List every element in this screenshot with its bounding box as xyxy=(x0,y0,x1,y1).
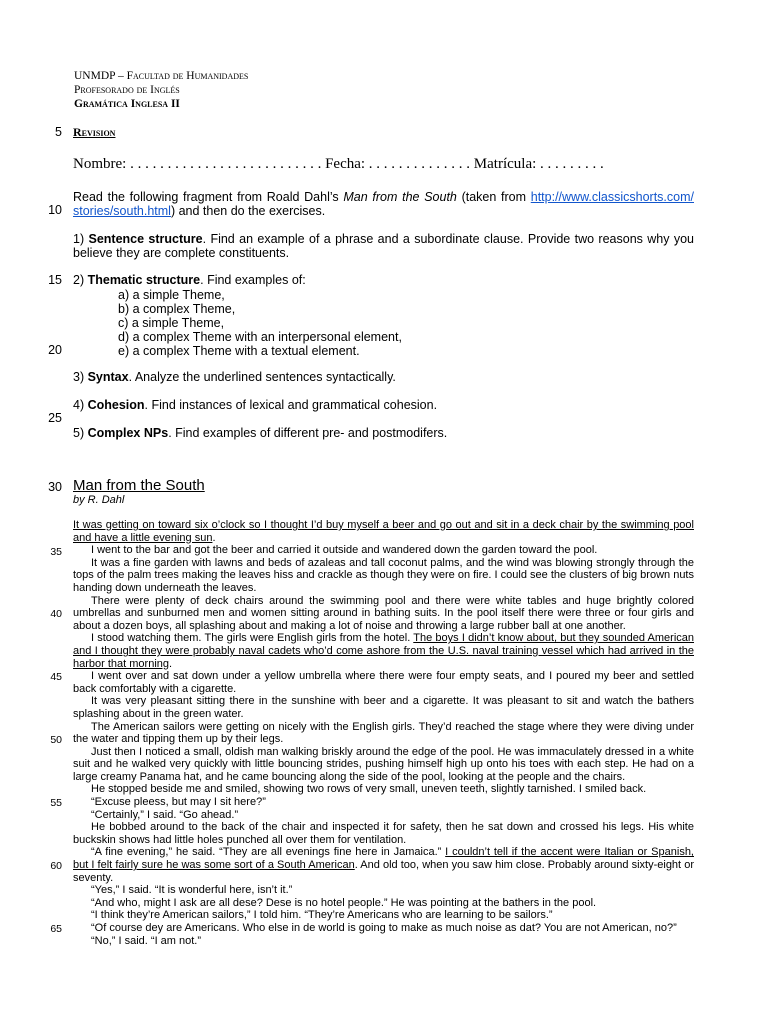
exercise-number: 3) xyxy=(73,370,88,384)
exercise-heading: Thematic structure xyxy=(87,273,201,287)
story-text: “A fine evening,” he said. “They are all evenings fine here in Jamaica.” xyxy=(91,846,446,859)
exercise-number: 1) xyxy=(73,232,89,246)
exercise-2 xyxy=(73,273,694,287)
faculty-name: Facultad de Humanidades xyxy=(126,70,249,82)
exercise-instructions: . Find examples of different pre- and postmodifers. xyxy=(168,426,448,440)
exercise-heading: Sentence structure xyxy=(88,232,203,246)
exercise-instructions: . Analyze the underlined sentences syntactically. xyxy=(128,370,396,384)
line-number: 25 xyxy=(48,411,62,425)
underlined-sentence: It was getting on toward six o’clock so I thought I’d buy myself a beer and go out and sit in a deck chair by the swimming pool and have a little evening sun xyxy=(73,519,694,544)
story-paragraph: “Yes,” I said. “It is wonderful here, isn’t it.” xyxy=(91,884,293,897)
story-title: Man from the South xyxy=(73,477,205,494)
line-number: 5 xyxy=(55,125,62,139)
story-paragraph xyxy=(73,846,694,884)
line-number: 60 xyxy=(50,860,62,872)
story-paragraph: He stopped beside me and smiled, showing two rows of very small, uneven teeth, slightly tarnished. I smiled back. xyxy=(91,783,647,796)
exercise-5 xyxy=(73,426,694,440)
exercise-heading: Cohesion xyxy=(87,398,145,412)
line-number: 30 xyxy=(48,480,62,494)
exercise-number: 4) xyxy=(73,398,88,412)
institution-line xyxy=(74,69,248,83)
student-info-line: Nombre: . . . . . . . . . . . . . . . . . . . . . . . . . . Fecha: . . . . . . . . . . . . . . Matrícula: . . . . . . . . . xyxy=(73,156,604,172)
punctuation: . xyxy=(212,531,216,544)
exercise-number: 5) xyxy=(73,426,88,440)
exercise-1 xyxy=(73,232,694,260)
story-paragraph xyxy=(73,519,694,544)
underlined-sentence: I couldn’t tell if the accent were Italian or Spanish, but I felt fairly sure he was some sort of a South American xyxy=(73,846,694,872)
story-paragraph: I went over and sat down under a yellow umbrella where there were four empty seats, and I poured my beer and settled back comfortably with a cigarette. xyxy=(73,670,694,695)
section-title: Revision xyxy=(73,125,116,139)
exercise-instructions: . Find instances of lexical and grammatical cohesion. xyxy=(144,398,438,412)
story-paragraph: “And who, might I ask are all dese? Dese is no hotel people.” He was pointing at the bathers in the pool. xyxy=(91,896,597,909)
story-paragraph: “Certainly,” I said. “Go ahead.” xyxy=(91,808,239,821)
story-paragraph: There were plenty of deck chairs around the swimming pool and there were white tables and huge brightly colored umbrellas and sunburned men and women sitting around in bathing suits. In the pool itself there were three or four girls and about a dozen boys, all splashing about and making a lot of noise and throwing a large rubber ball at one another. xyxy=(73,594,694,632)
intro-text: Read the following fragment from Roald Dahl’s xyxy=(73,190,344,204)
exercise-2-item: a) a simple Theme, xyxy=(118,288,225,302)
line-number: 40 xyxy=(50,608,62,620)
story-paragraph: “Of course dey are Americans. Who else in de world is going to make as much noise as dat? You are not American, no?” xyxy=(91,922,677,934)
exercise-instructions: . Find examples of: xyxy=(200,273,306,287)
punctuation: . xyxy=(169,657,173,670)
story-text: . And old too, when you saw him close. Probably around sixty-eight or seventy. xyxy=(73,859,694,884)
exercise-heading: Complex NPs xyxy=(87,426,169,440)
story-title-ref: Man from the South xyxy=(343,190,457,204)
intro-text: (taken from xyxy=(456,190,531,204)
program-name: Profesorado de Inglés xyxy=(74,84,180,96)
story-author: by R. Dahl xyxy=(73,494,125,506)
line-number: 35 xyxy=(50,546,62,558)
exercise-3 xyxy=(73,370,694,384)
story-paragraph: He bobbed around to the back of the chair and inspected it for safety, then he sat down and crossed his legs. His white buckskin shows had little holes punched all over them for ventilation. xyxy=(73,821,694,846)
story-paragraph: Just then I noticed a small, oldish man walking briskly around the edge of the pool. He was immaculately dressed in a white suit and he walked very quickly with little bouncing strides, pushing himself high up onto his toes with each step. He had on a large creamy Panama hat, and he came bouncing along the side of the pool, looking at the people and the chairs. xyxy=(73,745,694,783)
line-number: 65 xyxy=(50,923,62,935)
exercise-2-item: e) a complex Theme with a textual element. xyxy=(118,344,360,358)
story-paragraph: “No,” I said. “I am not.” xyxy=(91,934,202,947)
underlined-sentence: The boys I didn’t know about, but they sounded American and I thought they were probably naval cadets who’d come ashore from the U.S. naval training vessel which had arrived in the harbor that morning xyxy=(73,632,694,670)
story-paragraph xyxy=(73,632,694,670)
line-number: 50 xyxy=(50,734,62,746)
story-paragraph: It was very pleasant sitting there in the sunshine with beer and a cigarette. It was pleasant to sit and watch the bathers splashing about in the green water. xyxy=(73,695,694,720)
intro-paragraph xyxy=(73,190,694,218)
intro-text: ) and then do the exercises. xyxy=(170,204,326,218)
exercise-2-item: b) a complex Theme, xyxy=(118,302,236,316)
exercise-2-item: c) a simple Theme, xyxy=(118,316,225,330)
exercise-instructions: . Find an example of a phrase and a subordinate clause. Provide two reasons why you believe they are complete constituents. xyxy=(73,232,694,260)
course-name: Gramática Inglesa II xyxy=(74,98,180,110)
story-text: I stood watching them. The girls were English girls from the hotel. xyxy=(91,632,414,645)
line-number: 10 xyxy=(48,203,62,217)
exercise-heading: Syntax xyxy=(87,370,129,384)
story-paragraph: “I think they’re American sailors,” I told him. “They’re Americans who are learning to be sailors.” xyxy=(91,909,553,922)
line-number: 55 xyxy=(50,797,62,809)
story-paragraph: “Excuse pleess, but may I sit here?” xyxy=(91,796,266,809)
exercise-2-item: d) a complex Theme with an interpersonal element, xyxy=(118,330,402,344)
story-paragraph: I went to the bar and got the beer and carried it outside and wandered down the garden toward the pool. xyxy=(91,544,598,557)
story-paragraph: The American sailors were getting on nicely with the English girls. They’d reached the stage where they were diving under the water and tipping them up by their legs. xyxy=(73,720,694,746)
story-paragraph: It was a fine garden with lawns and beds of azaleas and tall coconut palms, and the wind was blowing strongly through the tops of the palm trees making the leaves hiss and crackle as though they were on fire. I could see the clusters of big brown nuts handing down underneath the leaves. xyxy=(73,556,694,594)
line-number: 20 xyxy=(48,343,62,357)
line-number: 45 xyxy=(50,671,62,683)
source-link[interactable]: http://www.classicshorts.com/ stories/south.html xyxy=(73,190,694,218)
line-number: 15 xyxy=(48,273,62,287)
story-body xyxy=(73,519,694,947)
university-name: UNMDP – xyxy=(74,70,127,82)
exercise-4 xyxy=(73,398,694,412)
exercise-number: 2) xyxy=(73,273,88,287)
